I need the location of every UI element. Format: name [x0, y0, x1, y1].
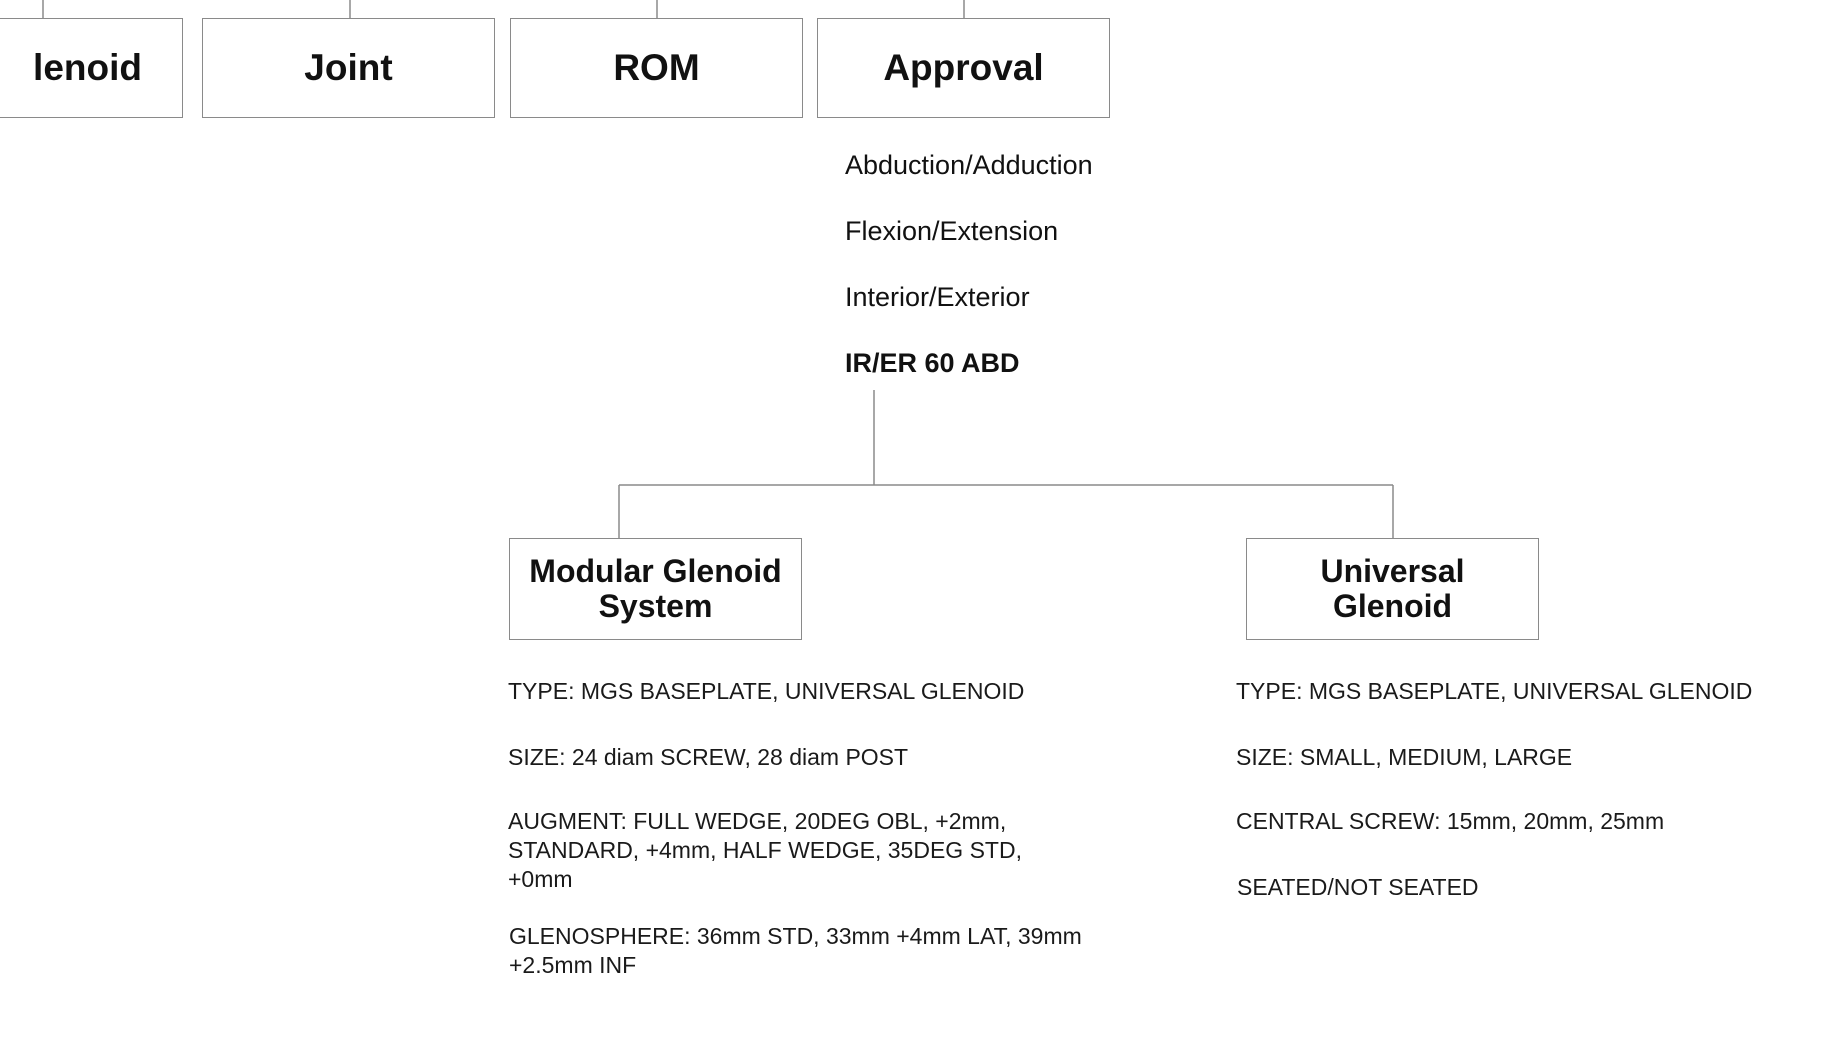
universal-glenoid-box [1246, 538, 1539, 640]
universal-title-line2: Glenoid [1332, 588, 1453, 624]
rom-item-abduction: Abduction/Adduction [845, 150, 1093, 180]
rom-item-interior: Interior/Exterior [845, 282, 1030, 312]
rom-box-label: ROM [613, 47, 700, 88]
glenoid-box [0, 18, 183, 118]
approval-box [817, 18, 1110, 118]
universal-spec-central-screw: CENTRAL SCREW: 15mm, 20mm, 25mm [1236, 808, 1665, 834]
universal-spec-seated: SEATED/NOT SEATED [1237, 874, 1479, 900]
rom-item-irer: IR/ER 60 ABD [845, 348, 1020, 378]
universal-title-line1: Universal [1320, 553, 1465, 589]
modular-glenoid-system-box [509, 538, 802, 640]
joint-box [202, 18, 495, 118]
rom-item-flexion: Flexion/Extension [845, 216, 1059, 246]
modular-title-line1: Modular Glenoid [529, 553, 782, 589]
universal-spec-type: TYPE: MGS BASEPLATE, UNIVERSAL GLENOID [1236, 678, 1753, 704]
modular-spec-glenosphere-line1: GLENOSPHERE: 36mm STD, 33mm +4mm LAT, 39mm [509, 923, 1082, 949]
modular-spec-type: TYPE: MGS BASEPLATE, UNIVERSAL GLENOID [508, 678, 1025, 704]
modular-spec-glenosphere-line2: +2.5mm INF [509, 952, 637, 978]
approval-box-label: Approval [883, 47, 1044, 88]
modular-spec-size: SIZE: 24 diam SCREW, 28 diam POST [508, 744, 909, 770]
glenoid-box-label: lenoid [33, 47, 142, 88]
modular-spec-augment-line2: STANDARD, +4mm, HALF WEDGE, 35DEG STD, [508, 837, 1022, 863]
universal-spec-size: SIZE: SMALL, MEDIUM, LARGE [1236, 744, 1573, 770]
modular-spec-augment-line3: +0mm [508, 866, 573, 892]
modular-spec-augment-line1: AUGMENT: FULL WEDGE, 20DEG OBL, +2mm, [508, 808, 1007, 834]
modular-title-line2: System [598, 588, 713, 624]
joint-box-label: Joint [304, 47, 393, 88]
rom-box [510, 18, 803, 118]
